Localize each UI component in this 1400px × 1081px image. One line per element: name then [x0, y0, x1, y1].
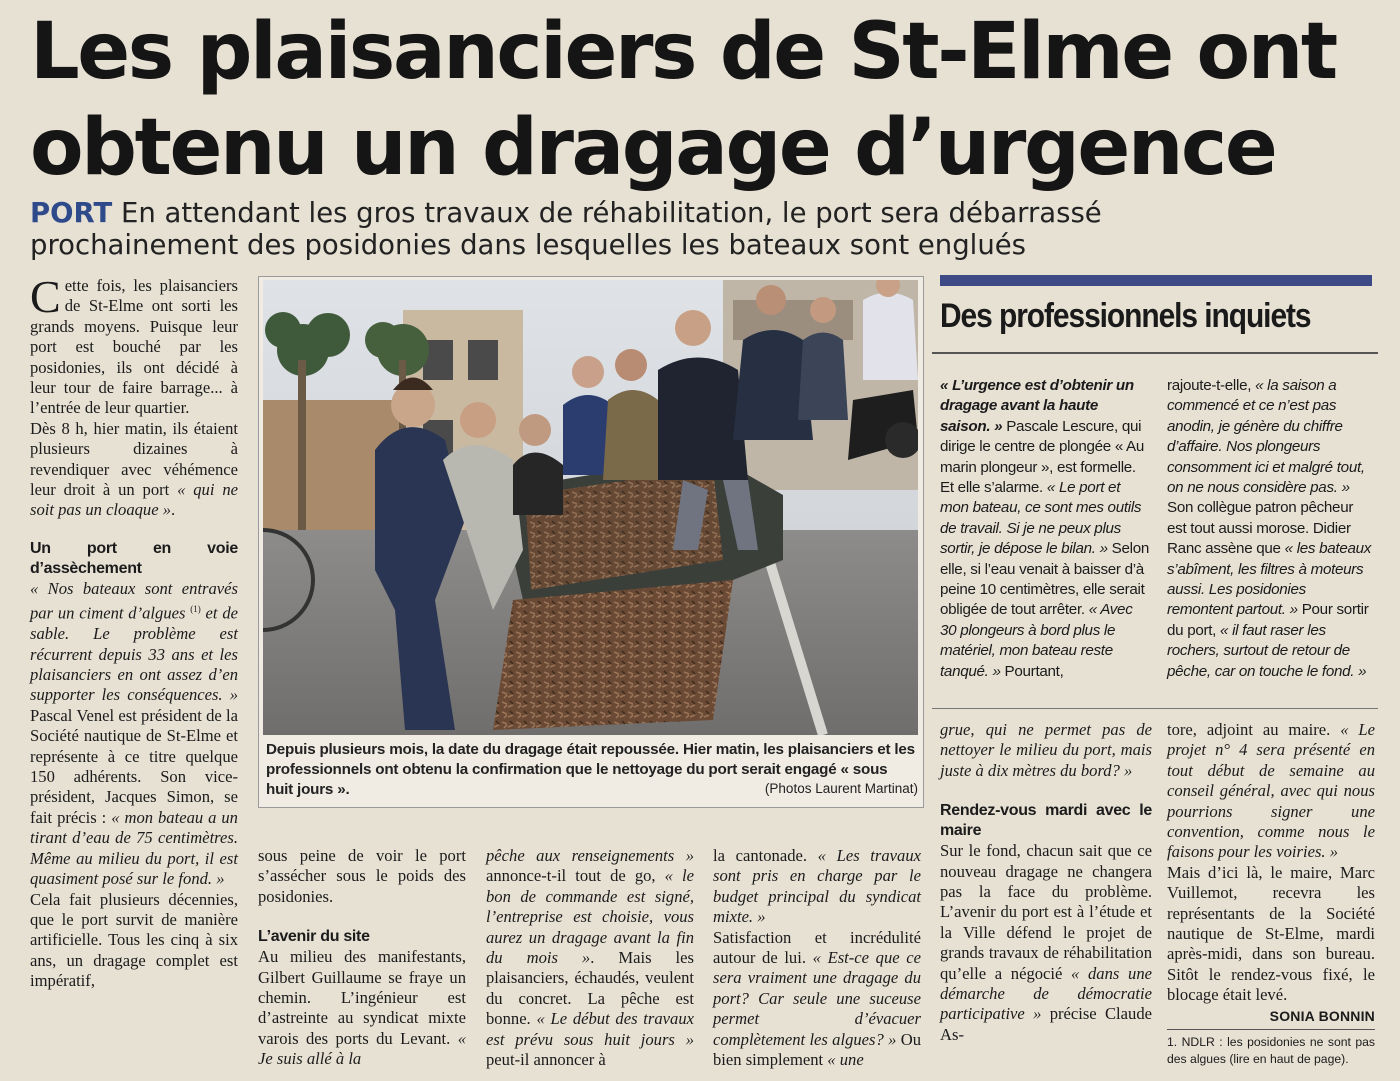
deck-line-2: prochainement des posidonies dans lesquelles les bateaux sont englués — [30, 229, 1026, 261]
article-column-6 — [1167, 720, 1375, 1068]
paragraph: pêche aux renseignements » annonce-t-il tout de go, « le bon de commande est signé, l’entreprise est choisie, vous aurez un dragage avant la fin du mois ». Mais les plaisanciers, échaudés, veulent du concret. La pêche est bonne. « Le début des travaux est prévu sous huit jours » peut-il annoncer à — [486, 846, 694, 1070]
deck-text-1: En attendant les gros travaux de réhabilitation, le port sera débarrassé — [112, 197, 1102, 229]
paragraph: Mais d’ici là, le maire, Marc Vuillemot, recevra les représentants de la Société nautique de St-Elme, mardi après-midi, dans son bureau. Sitôt le rendez-vous fixé, le blocage était levé. — [1167, 862, 1375, 1005]
article-column-4 — [713, 846, 921, 1070]
paragraph: tore, adjoint au maire. « Le projet n° 4 sera présenté en tout début de semaine au conseil général, avec qui nous pourrions signer une convention, comme nous le faisons pour les voiries. » — [1167, 720, 1375, 862]
paragraph: Cela fait plusieurs décennies, que le port survit de manière artificielle. Tous les cinq à six ans, un dragage complet est impératif, — [30, 889, 238, 991]
sidebar-column-1 — [940, 376, 1152, 682]
headline-line-2: obtenu un dragage d’urgence — [30, 103, 1276, 193]
paragraph: Sur le fond, chacun sait que ce nouveau dragage ne changera pas la face du problème. L’avenir du port est à l’étude et la Ville défend le projet de grands travaux de réhabilitation qu’elle a négocié « dans une démarche de démocratie participative » précise Claude As- — [940, 841, 1152, 1044]
paragraph: Satisfaction et incrédulité autour de lui. « Est-ce que ce sera vraiment une dragage du port? Car seule une suceuse permet d’évacuer complètement les algues? » Ou bien simplement « une — [713, 927, 921, 1070]
sidebar-accent-bar — [940, 275, 1372, 286]
sidebar-title: Des professionnels inquiets — [940, 297, 1311, 335]
paragraph: Dès 8 h, hier matin, ils étaient plusieurs dizaines à revendiquer avec véhémence leur droit à un port « qui ne soit pas un cloaque ». — [30, 418, 238, 520]
article-column-1 — [30, 271, 238, 992]
article-column-5 — [940, 720, 1152, 1045]
drop-cap: C — [30, 271, 61, 322]
sidebar-bottom-rule — [932, 708, 1378, 709]
subhead-avenir: L’avenir du site — [258, 928, 370, 946]
paragraph: grue, qui ne permet pas de nettoyer le milieu du port, mais juste à dix mètres du bord? » — [940, 720, 1152, 780]
paragraph: sous peine de voir le port s’assécher sous le poids des posidonies. — [258, 846, 466, 906]
headline-line-1: Les plaisanciers de St-Elme ont — [30, 7, 1336, 97]
footnote: 1. NDLR : les posidonies ne sont pas des algues (lire en haut de page). — [1167, 1035, 1375, 1067]
paragraph: Au milieu des manifestants, Gilbert Guillaume se fraye un chemin. L’ingénieur est d’astreinte au syndicat mixte varois des ports du Levant. « Je suis allé à la — [258, 947, 466, 1069]
paragraph: rajoute-t-elle, « la saison a commencé et ce n’est pas anodin, je génère du chiffre d’affaire. Nos plongeurs consomment ici et malgré tout, on ne nous considère pas. » Son collègue patron pêcheur est tout aussi morose. Didier Ranc assène que « les bateaux s’abîment, les filtres à moteurs aussi. Les posidonies remontent partout. » Pour sortir du port, « il faut raser les rochers, surtout de retour de pêche, car on touche le fond. » — [1167, 377, 1372, 680]
subhead-assechement: Un port en voie d’assèchement — [30, 539, 238, 577]
article-column-2 — [258, 846, 466, 1070]
paragraph: « Nos bateaux sont entravés par un ciment d’algues $^{(1)}$ et de sable. Le problème est récurrent depuis 33 ans et les plaisanciers en ont assez d’en supporter les conséquences. » Pascal Venel est président de la Société nautique de St-Elme et représente à ce titre quelque 150 adhérents. Son vice-président, Jacques Simon, se fait précis : « mon bateau a un tirant d’eau de 75 centimètres. Même au milieu du port, il est quasiment posé sur le fond. » — [30, 578, 238, 889]
author-signature: SONIA BONNIN — [1269, 1007, 1375, 1024]
deck-line-1 — [30, 197, 1380, 229]
sidebar-rule — [932, 352, 1378, 354]
deck — [30, 197, 1380, 261]
kicker-port: PORT — [30, 197, 113, 229]
footnote-rule — [1167, 1029, 1375, 1030]
paragraph: la cantonade. « Les travaux sont pris en charge par le budget principal du syndicat mixte. » — [713, 846, 921, 927]
paragraph: Cette fois, les plaisanciers de St-Elme ont sorti les grands moyens. Puisque leur port est bouché par les posidonies, ils ont décidé à leur tour de faire barrage... à l’entrée de leur quartier. — [30, 271, 238, 418]
photo-credit: (Photos Laurent Martinat) — [764, 781, 918, 796]
subhead-rendez-vous: Rendez-vous mardi avec le maire — [940, 802, 1152, 840]
photo-illustration — [263, 280, 918, 735]
paragraph: « L’urgence est d’obtenir un dragage avant la haute saison. » Pascale Lescure, qui dirige le centre de plongée « Au marin plongeur », est formelle. Et elle s’alarme. « Le port et mon bateau, ce sont mes outils de travail. Si je ne peux plus sortir, je dépose le bilan. » Selon elle, si l’eau venait à baisser d’à peine 10 centimètres, elle serait obligée de tout arrêter. « Avec 30 plongeurs à bord plus le matériel, mon bateau reste tanqué. » Pourtant, — [940, 377, 1150, 680]
headline — [30, 4, 1380, 196]
news-photo — [263, 280, 918, 735]
photo-caption: Depuis plusieurs mois, la date du dragage était repoussée. Hier matin, les plaisanciers et les professionnels ont obtenu la confirmation que le nettoyage du port serait engagé « sous huit jours ». — [266, 741, 915, 798]
sidebar-column-2 — [1167, 376, 1375, 682]
article-column-3 — [486, 846, 694, 1070]
footnote-ref: (1) — [190, 604, 201, 615]
